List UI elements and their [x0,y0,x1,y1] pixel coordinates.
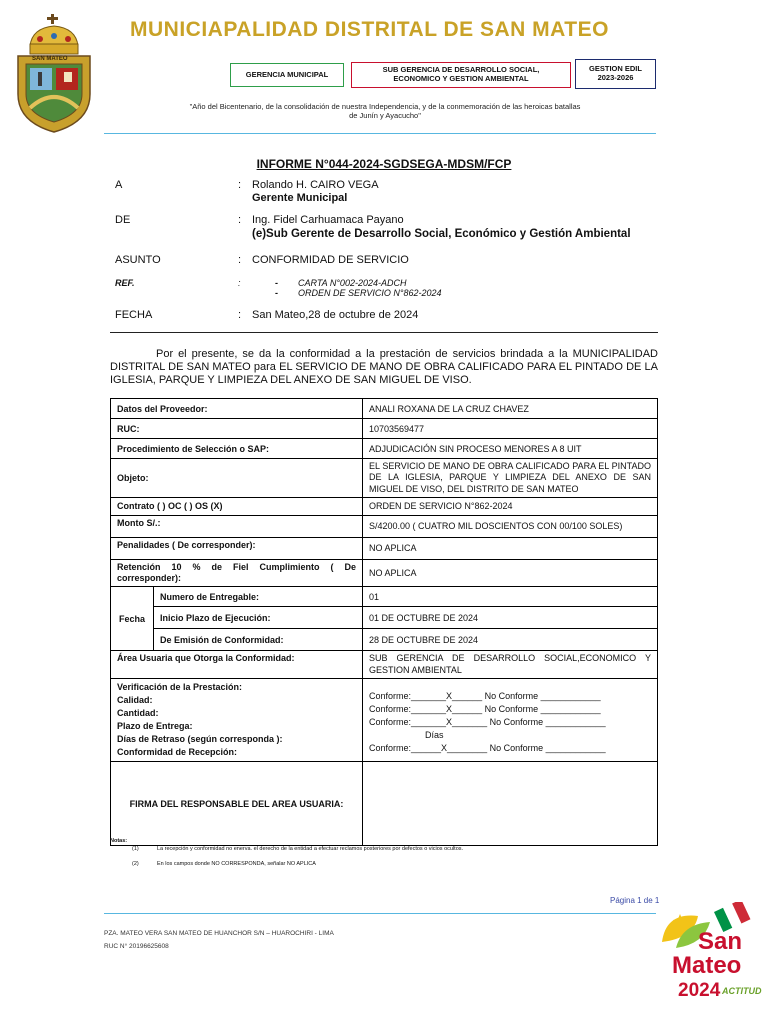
calidad-conforme: Conforme:_______X______ No Conforme ____________ [369,690,601,701]
entregable-label: Numero de Entregable: [154,587,363,607]
ref-label: REF. [115,278,135,288]
header-divider [104,133,656,134]
a-colon: : [238,179,242,191]
penalidades-value: NO APLICA [363,537,658,559]
ref-item-1: CARTA N°002-2024-ADCH [298,278,407,288]
objeto-value: EL SERVICIO DE MANO DE OBRA CALIFICADO PARA EL PINTADO DE LA IGLESIA, PARQUE Y LIMPIEZA DEL ANEXO DE SAN MIGUEL DE VISO, DEL DISTRITO DE SAN MATEO [363,459,658,498]
fecha-group-label: Fecha [111,587,154,651]
note-1-number: (1) [132,846,139,852]
entregable-value: 01 [363,587,658,607]
table-row [111,399,658,419]
year-slogan [170,102,600,120]
fecha-value: San Mateo,28 de octubre de 2024 [252,309,419,321]
verificacion-title: Verificación de la Prestación: [117,681,243,692]
recepcion-label: Conformidad de Recepción: [117,746,238,757]
plazo-label: Plazo de Entrega: [117,720,193,731]
plazo-conforme: Conforme:_______X_______ No Conforme ____________ [369,716,606,727]
procedimiento-label: Procedimiento de Selección o SAP: [111,439,363,459]
table-row [111,515,658,537]
ref-dash-2: - [275,288,278,298]
de-colon: : [238,214,242,226]
a-label: A [115,179,123,191]
a-role: Gerente Municipal [252,192,348,204]
subgerencia-box: SUB GERENCIA DE DESARROLLO SOCIAL, ECONOMICO Y GESTION AMBIENTAL [351,62,571,88]
asunto-value: CONFORMIDAD DE SERVICIO [252,254,409,266]
dias-retraso: Días [425,729,444,740]
table-row [111,629,658,651]
emision-value: 28 DE OCTUBRE DE 2024 [363,629,658,651]
de-role: (e)Sub Gerente de Desarrollo Social, Económico y Gestión Ambiental [252,228,631,240]
body-paragraph: Por el presente, se da la conformidad a la prestación de servicios brindada a la MUNICIPALIDAD DISTRITAL DE SAN MATEO para EL SERVICIO DE MANO DE OBRA CALIFICADO PARA EL PINTADO DE LA IGLESIA, PARQUE Y LIMPIEZA DEL ANEXO DE SAN MIGUEL DE VISO. [110,348,658,387]
gestion-edil-label: GESTION EDIL [589,64,642,74]
ruc-value: 10703569477 [363,419,658,439]
note-2-text: En los campos donde NO CORRESPONDA, señalar NO APLICA [157,861,316,867]
area-label: Área Usuaria que Otorga la Conformidad: [111,651,363,679]
retraso-label: Días de Retraso (según corresponda ): [117,733,283,744]
note-2-number: (2) [132,861,139,867]
calidad-label: Calidad: [117,694,153,705]
informe-title: INFORME N°044-2024-SGDSEGA-MDSM/FCP [256,157,512,171]
verificacion-labels [111,678,363,761]
crest-title: SAN MATEO [32,56,68,62]
emision-label: De Emisión de Conformidad: [154,629,363,651]
ref-item-2: ORDEN DE SERVICIO N°862-2024 [298,288,442,298]
area-value: SUB GERENCIA DE DESARROLLO SOCIAL,ECONOMICO Y GESTION AMBIENTAL [363,651,658,679]
asunto-label: ASUNTO [115,254,161,266]
slogan-line-1: "Año del Bicentenario, de la consolidación de nuestra Independencia, y de la conmemoración de las heroicas batallas [189,102,581,111]
ref-colon: : [238,278,241,288]
table-row [111,419,658,439]
cantidad-conforme: Conforme:_______X______ No Conforme ____________ [369,703,601,714]
logo-san: San [698,928,743,955]
table-row [111,678,658,761]
heading-divider [110,332,658,333]
ref-dash-1: - [275,278,278,288]
recepcion-conforme: Conforme:______X________ No Conforme ____________ [369,742,606,753]
de-label: DE [115,214,131,226]
conformity-table [110,398,658,846]
slogan-line-2: de Junín y Ayacucho" [349,111,421,120]
proveedor-value: ANALI ROXANA DE LA CRUZ CHAVEZ [363,399,658,419]
procedimiento-value: ADJUDICACIÓN SIN PROCESO MENORES A 8 UIT [363,439,658,459]
table-row [111,607,658,629]
penalidades-label: Penalidades ( De corresponder): [111,537,363,559]
table-row [111,762,658,846]
table-row [111,537,658,559]
footer-divider [104,913,656,914]
crest-logo [8,12,100,134]
gerencia-municipal-box: GERENCIA MUNICIPAL [230,63,344,87]
contrato-label: Contrato ( ) OC ( ) OS (X) [111,497,363,515]
logo-tag: ACTITUD [722,986,762,996]
table-row [111,439,658,459]
table-row [111,587,658,607]
gestion-edil-box [575,59,656,89]
notes-title: Notas: [110,838,128,844]
municipality-title: MUNICIAPALIDAD DISTRITAL DE SAN MATEO [130,18,609,41]
asunto-colon: : [238,254,242,266]
verificacion-values [363,678,658,761]
logo-mateo: Mateo [672,952,742,979]
monto-value: S/4200.00 ( CUATRO MIL DOSCIENTOS CON 00/100 SOLES) [363,515,658,537]
table-row [111,651,658,679]
inicio-label: Inicio Plazo de Ejecución: [154,607,363,629]
page-number: Página 1 de 1 [610,896,660,905]
table-row [111,559,658,587]
firma-space [363,762,658,846]
table-row [111,497,658,515]
a-name: Rolando H. CAIRO VEGA [252,179,379,191]
san-mateo-2024-logo [652,902,764,1014]
objeto-label: Objeto: [111,459,363,498]
fecha-colon: : [238,309,242,321]
firma-label: FIRMA DEL RESPONSABLE DEL AREA USUARIA: [111,762,363,846]
footer-ruc: RUC N° 20196625608 [104,943,169,950]
inicio-value: 01 DE OCTUBRE DE 2024 [363,607,658,629]
de-name: Ing. Fidel Carhuamaca Payano [252,214,404,226]
proveedor-label: Datos del Proveedor: [111,399,363,419]
retencion-value: NO APLICA [363,559,658,587]
logo-year: 2024 [678,980,721,1001]
monto-label: Monto S/.: [111,515,363,537]
footer-address: PZA. MATEO VERA SAN MATEO DE HUANCHOR S/N – HUAROCHIRI - LIMA [104,930,334,937]
cantidad-label: Cantidad: [117,707,159,718]
contrato-value: ORDEN DE SERVICIO N°862-2024 [363,497,658,515]
note-1-text: La recepción y conformidad no enerva. el derecho de la entidad a efectuar reclamos posteriores por defectos o vicios ocultos. [157,846,464,852]
table-row [111,459,658,498]
fecha-label: FECHA [115,309,153,321]
gestion-edil-years: 2023-2026 [597,73,634,82]
retencion-label: Retención 10 % de Fiel Cumplimiento ( De corresponder): [111,559,363,587]
ruc-label: RUC: [111,419,363,439]
